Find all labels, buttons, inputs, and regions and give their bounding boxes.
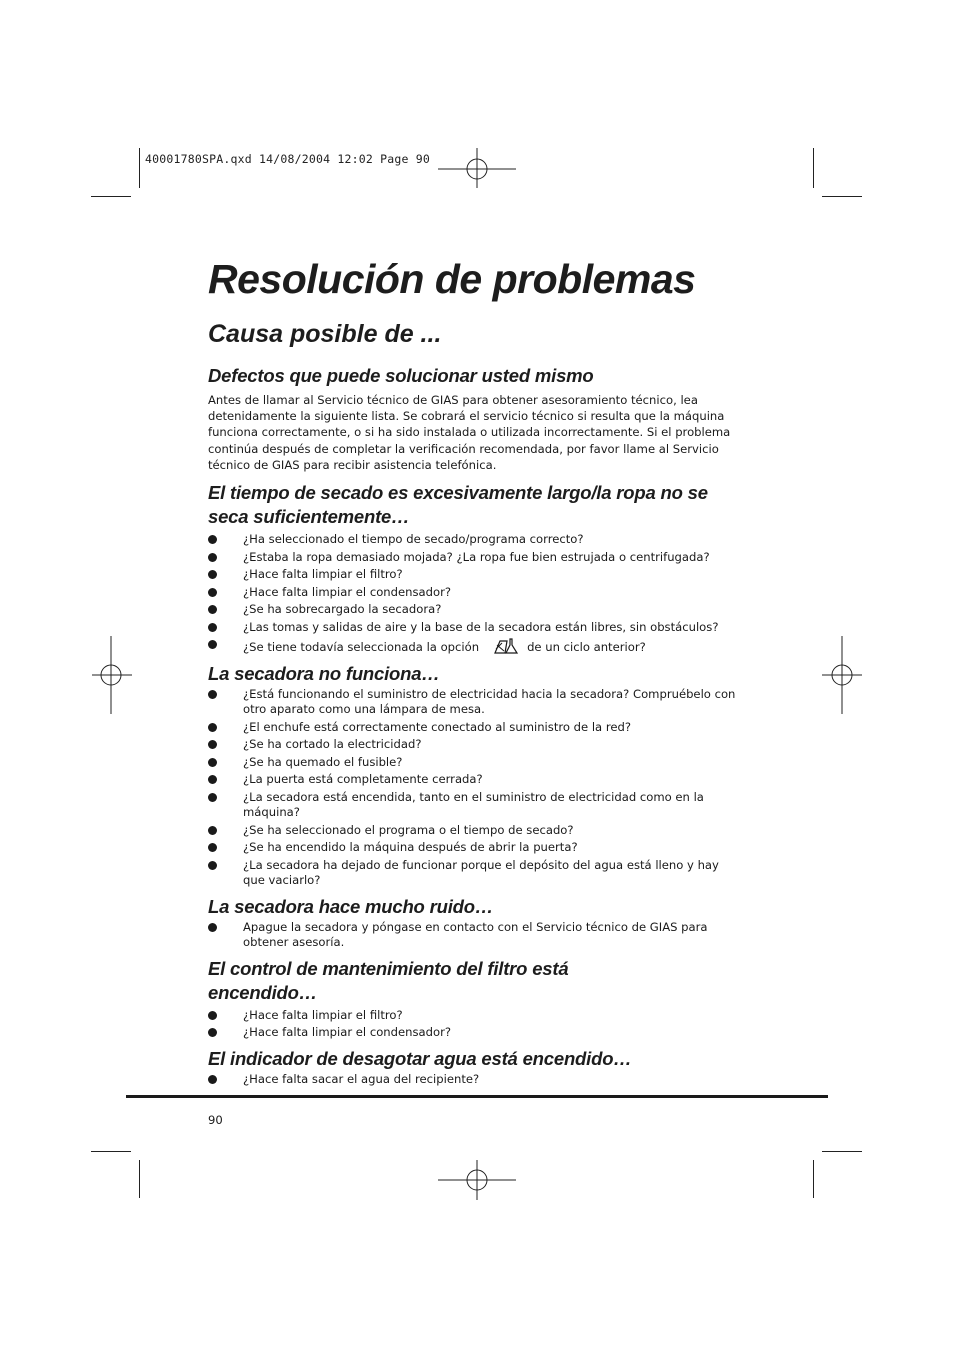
bullet-icon [208,793,217,802]
registration-mark-top [438,148,516,188]
list-item: ¿La secadora ha dejado de funcionar porque el depósito del agua está lleno y hay que vaciarlo? [208,858,743,889]
bullet-icon [208,588,217,597]
bullet-icon [208,623,217,632]
crop-mark [139,148,140,188]
list-item: ¿Se ha encendido la máquina después de abrir la puerta? [208,840,743,856]
section-self-repair [208,364,748,473]
list-item: ¿La puerta está completamente cerrada? [208,772,743,788]
section-heading: Defectos que puede solucionar usted mismo [208,365,594,386]
bullet-icon [208,553,217,562]
list-item: ¿Está funcionando el suministro de electricidad hacia la secadora? Compruébelo con otro aparato como una lámpara de mesa. [208,687,743,718]
section-heading: El control de mantenimiento del filtro está encendido… [208,957,569,1003]
bullet-icon [208,843,217,852]
registration-mark-right [822,636,862,714]
registration-mark-left [92,636,132,714]
registration-mark-bottom [438,1160,516,1200]
checklist [208,1008,748,1041]
list-item: ¿Hace falta limpiar el condensador? [208,1025,743,1041]
page-subtitle: Causa posible de ... [208,320,442,348]
section-heading: El tiempo de secado es excesivamente largo/la ropa no se seca suficientemente… [208,482,708,528]
list-item: ¿Se tiene todavía seleccionada la opción de un ciclo anterior? [208,637,743,656]
list-item: ¿Hace falta limpiar el condensador? [208,585,743,601]
section-heading: El indicador de desagotar agua está encendido… [208,1047,632,1069]
list-item: ¿Ha seleccionado el tiempo de secado/programa correcto? [208,532,743,548]
list-item: Apague la secadora y póngase en contacto con el Servicio técnico de GIAS para obtener asesoría. [208,920,743,951]
crop-mark [813,148,814,188]
crop-mark [91,196,131,197]
list-item: ¿Hace falta limpiar el filtro? [208,567,743,583]
bullet-icon [208,861,217,870]
footer-rule [126,1095,828,1098]
crop-mark [822,196,862,197]
list-item: ¿Hace falta limpiar el filtro? [208,1008,743,1024]
bullet-icon [208,758,217,767]
section-drying-too-long [208,481,748,656]
bullet-icon [208,1028,217,1037]
section-filter-light [208,957,748,1041]
crop-mark [813,1160,814,1198]
list-item: ¿Se ha sobrecargado la secadora? [208,602,743,618]
list-item: ¿Hace falta sacar el agua del recipiente? [208,1072,743,1088]
bullet-icon [208,640,217,649]
print-slug: 40001780SPA.qxd 14/08/2004 12:02 Page 90 [145,152,430,166]
crop-mark [139,1160,140,1198]
bullet-icon [208,923,217,932]
bullet-icon [208,535,217,544]
list-item: ¿Estaba la ropa demasiado mojada? ¿La ropa fue bien estrujada o centrifugada? [208,550,743,566]
checklist [208,1072,748,1088]
section-not-working [208,662,748,889]
crop-mark [822,1151,862,1152]
page-number: 90 [208,1113,223,1127]
content [208,364,748,1089]
bullet-icon [208,605,217,614]
page-title: Resolución de problemas [208,256,696,302]
bullet-icon [208,740,217,749]
bullet-icon [208,570,217,579]
list-item: ¿Se ha seleccionado el programa o el tiempo de secado? [208,823,743,839]
bullet-icon [208,690,217,699]
bullet-icon [208,826,217,835]
bullet-icon [208,775,217,784]
section-intro: Antes de llamar al Servicio técnico de GIAS para obtener asesoramiento técnico, lea detenidamente la siguiente lista. Se cobrará el servicio técnico si resulta que la máquina funciona correctamente, o si ha sido instalada o utilizada incorrectamente. Si el problema continúa después de completar la verificación recomendada, por favor llame al Servicio técnico de GIAS para recibir asistencia telefónica. [208,393,731,472]
list-item: ¿Las tomas y salidas de aire y la base de la secadora están libres, sin obstáculos? [208,620,743,636]
section-water-light [208,1047,748,1088]
section-noisy [208,895,748,951]
checklist [208,920,748,951]
list-item: ¿El enchufe está correctamente conectado al suministro de la red? [208,720,743,736]
crop-mark [91,1151,131,1152]
bullet-icon [208,1011,217,1020]
list-item: ¿Se ha cortado la electricidad? [208,737,743,753]
list-item: ¿La secadora está encendida, tanto en el suministro de electricidad como en la máquina? [208,790,743,821]
iron-anticrease-icon [493,637,519,655]
section-heading: La secadora no funciona… [208,662,440,684]
bullet-icon [208,723,217,732]
section-heading: La secadora hace mucho ruido… [208,895,494,917]
list-item: ¿Se ha quemado el fusible? [208,755,743,771]
bullet-icon [208,1075,217,1084]
checklist [208,687,748,889]
checklist [208,532,748,656]
